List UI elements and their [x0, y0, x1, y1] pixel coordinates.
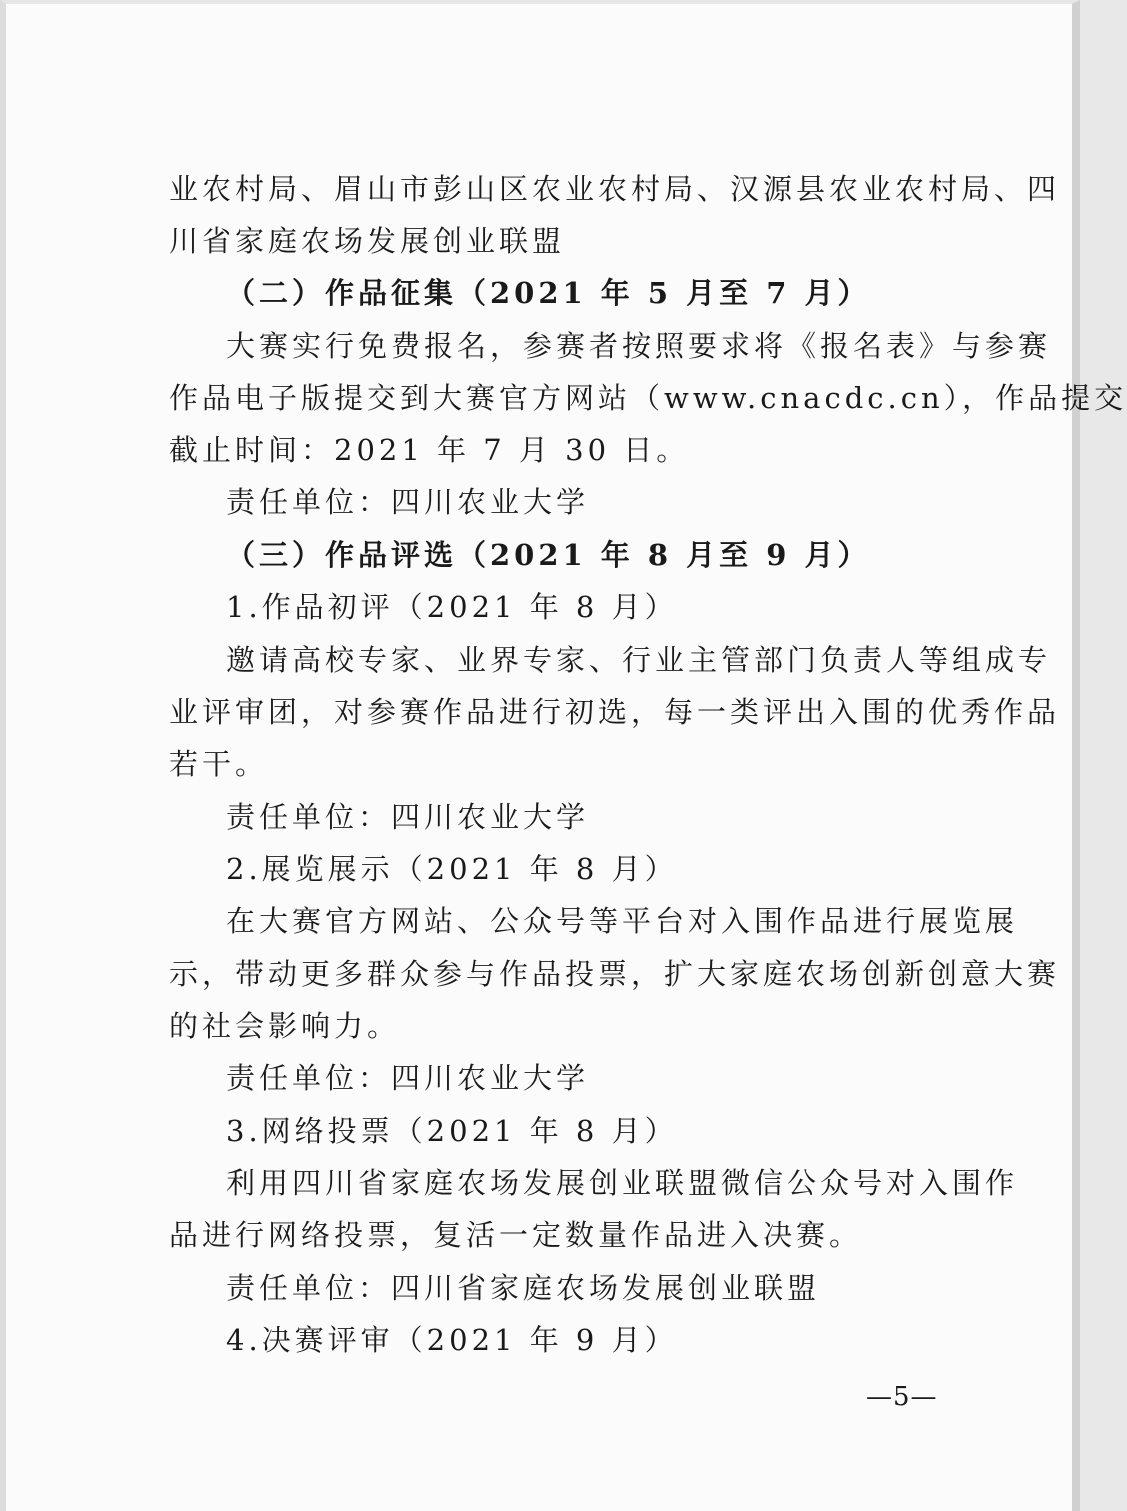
text-line-21: 品进行网络投票，复活一定数量作品进入决赛。	[169, 1218, 863, 1252]
subheading-4: 4.决赛评审（2021 年 9 月）	[226, 1323, 678, 1357]
text-line-16: 示，带动更多群众参与作品投票，扩大家庭农场创新创意大赛	[169, 957, 1061, 991]
text-line-10: 邀请高校专家、业界专家、行业主管部门负责人等组成专	[226, 643, 1052, 677]
text-line-20: 利用四川省家庭农场发展创业联盟微信公众号对入围作	[226, 1166, 1019, 1200]
responsible-unit-3: 责任单位：四川农业大学	[226, 1061, 590, 1095]
text-line-15: 在大赛官方网站、公众号等平台对入围作品进行展览展	[226, 904, 1019, 938]
text-line-4: 大赛实行免费报名，参赛者按照要求将《报名表》与参赛	[226, 329, 1052, 363]
text-line-2: 川省家庭农场发展创业联盟	[169, 224, 566, 258]
text-line-17: 的社会影响力。	[169, 1009, 401, 1043]
text-line-11: 业评审团，对参赛作品进行初选，每一类评出入围的优秀作品	[169, 695, 1061, 729]
responsible-unit-2: 责任单位：四川农业大学	[226, 800, 590, 834]
text-line-6: 截止时间：2021 年 7 月 30 日。	[169, 433, 690, 467]
subheading-1: 1.作品初评（2021 年 8 月）	[226, 590, 678, 624]
text-line-5: 作品电子版提交到大赛官方网站（www.cnacdc.cn），作品提交	[169, 381, 1127, 415]
section-heading-2: （二）作品征集（2021 年 5 月至 7 月）	[226, 276, 871, 310]
responsible-unit-4: 责任单位：四川省家庭农场发展创业联盟	[226, 1271, 821, 1305]
section-heading-3: （三）作品评选（2021 年 8 月至 9 月）	[226, 538, 871, 572]
text-line-1: 业农村局、眉山市彭山区农业农村局、汉源县农业农村局、四	[169, 172, 1061, 206]
subheading-3: 3.网络投票（2021 年 8 月）	[226, 1114, 678, 1148]
subheading-2: 2.展览展示（2021 年 8 月）	[226, 852, 678, 886]
page-number: —5—	[866, 1382, 938, 1412]
responsible-unit-1: 责任单位：四川农业大学	[226, 485, 590, 519]
text-line-12: 若干。	[169, 747, 269, 781]
